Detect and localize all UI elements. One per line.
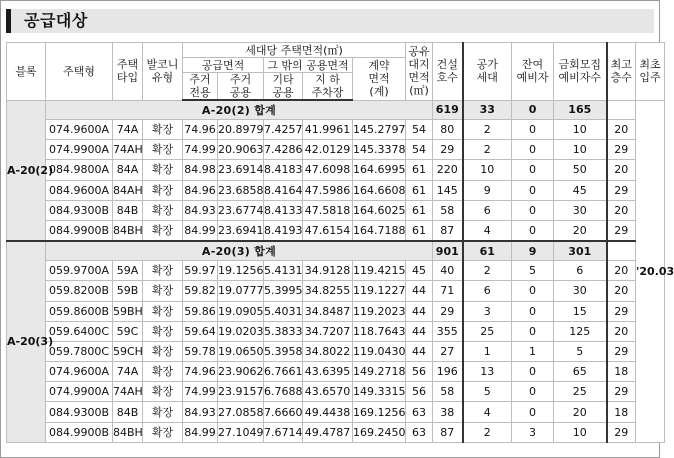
row-balcony: 확장 xyxy=(143,301,183,321)
row-housing-code: 74AH xyxy=(113,382,143,402)
subtotal-remaining-reserve: 9 xyxy=(512,241,554,261)
row-housing-code: 84BH xyxy=(113,220,143,241)
row-exclusive-area: 84.93 xyxy=(183,200,218,220)
row-parking-area: 34.7207 xyxy=(303,321,353,341)
row-remaining-reserve: 0 xyxy=(512,321,554,341)
row-residential-common: 19.0905 xyxy=(218,301,264,321)
row-other-common: 5.3958 xyxy=(264,341,303,361)
move-in-date: '20.03 xyxy=(636,100,665,442)
row-housing-code: 84B xyxy=(113,200,143,220)
row-other-common: 6.7688 xyxy=(264,382,303,402)
row-exclusive-area: 59.82 xyxy=(183,281,218,301)
supply-table xyxy=(6,42,674,443)
row-top-floor: 20 xyxy=(607,321,636,341)
row-housing-code: 59C xyxy=(113,321,143,341)
row-remaining-reserve: 0 xyxy=(512,382,554,402)
row-housing-type: 084.9800A xyxy=(46,160,113,180)
row-parking-area: 49.4438 xyxy=(303,402,353,422)
row-contract-area: 119.2023 xyxy=(353,301,406,321)
row-housing-code: 84B xyxy=(113,402,143,422)
row-remaining-reserve: 0 xyxy=(512,281,554,301)
row-built-units: 40 xyxy=(433,261,463,281)
row-top-floor: 29 xyxy=(607,341,636,361)
row-exclusive-area: 84.96 xyxy=(183,180,218,200)
row-recruit-reserve: 30 xyxy=(554,281,607,301)
row-public-units: 2 xyxy=(463,120,512,140)
row-residential-common: 20.9063 xyxy=(218,140,264,160)
row-land-share: 54 xyxy=(406,120,433,140)
row-parking-area: 49.4787 xyxy=(303,422,353,442)
row-residential-common: 19.0650 xyxy=(218,341,264,361)
row-housing-type: 059.9700A xyxy=(46,261,113,281)
table-row xyxy=(7,341,665,361)
row-public-units: 5 xyxy=(463,382,512,402)
row-public-units: 4 xyxy=(463,220,512,241)
row-housing-type: 074.9900A xyxy=(46,140,113,160)
row-parking-area: 34.8255 xyxy=(303,281,353,301)
row-top-floor: 29 xyxy=(607,422,636,442)
row-top-floor: 18 xyxy=(607,362,636,382)
table-row xyxy=(7,382,665,402)
header-land-share: 공유 대지 면적 (㎡) xyxy=(406,43,433,101)
row-exclusive-area: 84.99 xyxy=(183,422,218,442)
row-land-share: 44 xyxy=(406,341,433,361)
row-residential-common: 27.1049 xyxy=(218,422,264,442)
row-contract-area: 164.7188 xyxy=(353,220,406,241)
row-other-common: 5.3833 xyxy=(264,321,303,341)
row-residential-common: 27.0858 xyxy=(218,402,264,422)
row-residential-common: 23.6914 xyxy=(218,160,264,180)
row-other-common: 8.4164 xyxy=(264,180,303,200)
row-public-units: 6 xyxy=(463,200,512,220)
row-land-share: 44 xyxy=(406,301,433,321)
row-balcony: 확장 xyxy=(143,140,183,160)
subtotal-recruit-reserve: 165 xyxy=(554,100,607,120)
row-land-share: 61 xyxy=(406,160,433,180)
row-land-share: 44 xyxy=(406,321,433,341)
row-contract-area: 118.7643 xyxy=(353,321,406,341)
section-title-bar xyxy=(6,9,654,33)
row-parking-area: 41.9961 xyxy=(303,120,353,140)
row-parking-area: 34.9128 xyxy=(303,261,353,281)
row-public-units: 9 xyxy=(463,180,512,200)
subtotal-recruit-reserve: 301 xyxy=(554,241,607,261)
table-row xyxy=(7,160,665,180)
row-housing-type: 084.9900B xyxy=(46,220,113,241)
row-public-units: 25 xyxy=(463,321,512,341)
row-exclusive-area: 74.99 xyxy=(183,382,218,402)
row-contract-area: 145.3378 xyxy=(353,140,406,160)
row-public-units: 13 xyxy=(463,362,512,382)
row-balcony: 확장 xyxy=(143,120,183,140)
subtotal-built-units: 901 xyxy=(433,241,463,261)
row-housing-code: 59B xyxy=(113,281,143,301)
row-balcony: 확장 xyxy=(143,261,183,281)
row-residential-common: 23.6774 xyxy=(218,200,264,220)
header-top-floor: 최고 층수 xyxy=(607,43,636,101)
row-housing-code: 74A xyxy=(113,120,143,140)
subtotal-row xyxy=(7,100,665,120)
row-built-units: 71 xyxy=(433,281,463,301)
row-residential-common: 23.9062 xyxy=(218,362,264,382)
row-remaining-reserve: 5 xyxy=(512,261,554,281)
block-name: A-20(2) xyxy=(7,100,46,241)
row-housing-code: 59BH xyxy=(113,301,143,321)
row-top-floor: 29 xyxy=(607,382,636,402)
subtotal-remaining-reserve: 0 xyxy=(512,100,554,120)
table-row xyxy=(7,321,665,341)
header-move-in: 최초 입주 xyxy=(636,43,665,101)
row-contract-area: 149.2718 xyxy=(353,362,406,382)
row-top-floor: 29 xyxy=(607,220,636,241)
row-housing-type: 074.9900A xyxy=(46,382,113,402)
row-housing-code: 59CH xyxy=(113,341,143,361)
header-other-common-area: 그 밖의 공용면적 xyxy=(264,58,353,73)
row-contract-area: 119.4215 xyxy=(353,261,406,281)
row-housing-type: 059.8600B xyxy=(46,301,113,321)
row-housing-type: 084.9300B xyxy=(46,402,113,422)
row-remaining-reserve: 0 xyxy=(512,180,554,200)
row-built-units: 145 xyxy=(433,180,463,200)
row-built-units: 196 xyxy=(433,362,463,382)
row-land-share: 61 xyxy=(406,180,433,200)
row-top-floor: 29 xyxy=(607,301,636,321)
row-contract-area: 164.6995 xyxy=(353,160,406,180)
row-remaining-reserve: 0 xyxy=(512,301,554,321)
header-housing-type: 주택형 xyxy=(46,43,113,101)
row-public-units: 2 xyxy=(463,140,512,160)
row-top-floor: 20 xyxy=(607,200,636,220)
subtotal-floor-empty xyxy=(607,100,636,120)
table-row xyxy=(7,180,665,200)
table-row xyxy=(7,200,665,220)
row-residential-common: 23.6941 xyxy=(218,220,264,241)
row-balcony: 확장 xyxy=(143,382,183,402)
row-parking-area: 34.8487 xyxy=(303,301,353,321)
row-contract-area: 119.1227 xyxy=(353,281,406,301)
row-parking-area: 43.6570 xyxy=(303,382,353,402)
row-built-units: 29 xyxy=(433,301,463,321)
row-land-share: 56 xyxy=(406,362,433,382)
row-other-common: 7.6660 xyxy=(264,402,303,422)
row-remaining-reserve: 0 xyxy=(512,120,554,140)
row-recruit-reserve: 10 xyxy=(554,120,607,140)
row-public-units: 2 xyxy=(463,422,512,442)
header-block: 블록 xyxy=(7,43,46,101)
table-body xyxy=(7,100,674,442)
row-remaining-reserve: 0 xyxy=(512,140,554,160)
row-top-floor: 20 xyxy=(607,261,636,281)
row-recruit-reserve: 65 xyxy=(554,362,607,382)
row-exclusive-area: 84.98 xyxy=(183,160,218,180)
row-remaining-reserve: 0 xyxy=(512,220,554,241)
subtotal-built-units: 619 xyxy=(433,100,463,120)
row-parking-area: 43.6395 xyxy=(303,362,353,382)
row-residential-common: 20.8979 xyxy=(218,120,264,140)
row-parking-area: 47.6098 xyxy=(303,160,353,180)
row-balcony: 확장 xyxy=(143,220,183,241)
row-remaining-reserve: 0 xyxy=(512,402,554,422)
row-exclusive-area: 74.99 xyxy=(183,140,218,160)
row-remaining-reserve: 3 xyxy=(512,422,554,442)
row-public-units: 10 xyxy=(463,160,512,180)
header-recruit-reserve: 금회모집 예비자수 xyxy=(554,43,607,101)
row-other-common: 7.4286 xyxy=(264,140,303,160)
row-recruit-reserve: 5 xyxy=(554,341,607,361)
table-row xyxy=(7,140,665,160)
row-residential-common: 23.6858 xyxy=(218,180,264,200)
row-built-units: 87 xyxy=(433,422,463,442)
row-land-share: 61 xyxy=(406,200,433,220)
row-other-common: 8.4193 xyxy=(264,220,303,241)
row-land-share: 56 xyxy=(406,382,433,402)
row-balcony: 확장 xyxy=(143,422,183,442)
row-other-common: 6.7661 xyxy=(264,362,303,382)
header-remaining-reserve: 잔여 예비자 xyxy=(512,43,554,101)
header-area-group: 세대당 주택면적(㎡) xyxy=(183,43,406,58)
table-header xyxy=(7,43,665,101)
row-housing-type: 059.6400C xyxy=(46,321,113,341)
table-row xyxy=(7,402,665,422)
header-contract-area: 계약 면적 (계) xyxy=(353,58,406,101)
row-exclusive-area: 74.96 xyxy=(183,120,218,140)
row-top-floor: 20 xyxy=(607,281,636,301)
subtotal-public-units: 33 xyxy=(463,100,512,120)
row-built-units: 58 xyxy=(433,382,463,402)
row-residential-common: 19.1256 xyxy=(218,261,264,281)
row-recruit-reserve: 20 xyxy=(554,402,607,422)
row-housing-code: 74A xyxy=(113,362,143,382)
subtotal-floor-empty xyxy=(607,241,636,261)
section-title: 공급대상 xyxy=(24,11,88,30)
header-parking: 지 하 주차장 xyxy=(303,73,353,101)
title-accent-bar xyxy=(6,9,11,33)
row-recruit-reserve: 10 xyxy=(554,140,607,160)
table-row xyxy=(7,301,665,321)
row-other-common: 8.4133 xyxy=(264,200,303,220)
row-public-units: 4 xyxy=(463,402,512,422)
row-top-floor: 29 xyxy=(607,140,636,160)
row-housing-code: 74AH xyxy=(113,140,143,160)
row-public-units: 3 xyxy=(463,301,512,321)
row-housing-type: 074.9600A xyxy=(46,120,113,140)
row-parking-area: 47.5986 xyxy=(303,180,353,200)
row-land-share: 45 xyxy=(406,261,433,281)
row-exclusive-area: 59.64 xyxy=(183,321,218,341)
row-exclusive-area: 59.86 xyxy=(183,301,218,321)
row-contract-area: 169.2450 xyxy=(353,422,406,442)
row-other-common: 7.4257 xyxy=(264,120,303,140)
row-parking-area: 42.0129 xyxy=(303,140,353,160)
table-row xyxy=(7,422,665,442)
row-recruit-reserve: 30 xyxy=(554,200,607,220)
row-housing-code: 84A xyxy=(113,160,143,180)
header-built-units: 건설 호수 xyxy=(433,43,463,101)
row-built-units: 80 xyxy=(433,120,463,140)
row-housing-type: 084.9900B xyxy=(46,422,113,442)
table-row xyxy=(7,120,665,140)
row-other-common: 8.4183 xyxy=(264,160,303,180)
row-recruit-reserve: 25 xyxy=(554,382,607,402)
row-contract-area: 164.6025 xyxy=(353,200,406,220)
row-recruit-reserve: 45 xyxy=(554,180,607,200)
table-row xyxy=(7,220,665,241)
row-built-units: 355 xyxy=(433,321,463,341)
row-housing-code: 59A xyxy=(113,261,143,281)
row-public-units: 2 xyxy=(463,261,512,281)
row-recruit-reserve: 20 xyxy=(554,220,607,241)
header-balcony: 발코니 유형 xyxy=(143,43,183,101)
row-land-share: 61 xyxy=(406,220,433,241)
row-built-units: 38 xyxy=(433,402,463,422)
row-balcony: 확장 xyxy=(143,402,183,422)
row-remaining-reserve: 0 xyxy=(512,362,554,382)
row-remaining-reserve: 0 xyxy=(512,200,554,220)
row-built-units: 87 xyxy=(433,220,463,241)
row-residential-common: 19.0203 xyxy=(218,321,264,341)
header-housing-code: 주택 타입 xyxy=(113,43,143,101)
row-exclusive-area: 59.78 xyxy=(183,341,218,361)
row-top-floor: 20 xyxy=(607,120,636,140)
row-other-common: 7.6714 xyxy=(264,422,303,442)
header-public-units: 공가 세대 xyxy=(463,43,512,101)
row-remaining-reserve: 0 xyxy=(512,160,554,180)
row-parking-area: 34.8022 xyxy=(303,341,353,361)
subtotal-label: A-20(2) 합계 xyxy=(46,100,433,120)
block-name: A-20(3) xyxy=(7,241,46,442)
row-exclusive-area: 59.97 xyxy=(183,261,218,281)
row-housing-type: 059.7800C xyxy=(46,341,113,361)
row-housing-type: 084.9300B xyxy=(46,200,113,220)
row-exclusive-area: 84.99 xyxy=(183,220,218,241)
row-contract-area: 145.2797 xyxy=(353,120,406,140)
row-recruit-reserve: 15 xyxy=(554,301,607,321)
row-built-units: 29 xyxy=(433,140,463,160)
row-land-share: 44 xyxy=(406,281,433,301)
row-residential-common: 19.0777 xyxy=(218,281,264,301)
row-contract-area: 149.3315 xyxy=(353,382,406,402)
row-balcony: 확장 xyxy=(143,200,183,220)
row-land-share: 54 xyxy=(406,140,433,160)
row-top-floor: 18 xyxy=(607,402,636,422)
row-balcony: 확장 xyxy=(143,281,183,301)
row-other-common: 5.3995 xyxy=(264,281,303,301)
row-contract-area: 119.0430 xyxy=(353,341,406,361)
subtotal-label: A-20(3) 합계 xyxy=(46,241,433,261)
row-housing-code: 84BH xyxy=(113,422,143,442)
row-contract-area: 169.1256 xyxy=(353,402,406,422)
row-housing-type: 074.9600A xyxy=(46,362,113,382)
row-balcony: 확장 xyxy=(143,321,183,341)
row-balcony: 확장 xyxy=(143,180,183,200)
row-parking-area: 47.5818 xyxy=(303,200,353,220)
row-housing-type: 084.9600A xyxy=(46,180,113,200)
row-public-units: 6 xyxy=(463,281,512,301)
row-recruit-reserve: 50 xyxy=(554,160,607,180)
row-housing-code: 84AH xyxy=(113,180,143,200)
subtotal-row xyxy=(7,241,665,261)
header-supply-area: 공급면적 xyxy=(183,58,264,73)
row-recruit-reserve: 10 xyxy=(554,422,607,442)
row-public-units: 1 xyxy=(463,341,512,361)
row-built-units: 58 xyxy=(433,200,463,220)
table-row xyxy=(7,362,665,382)
row-recruit-reserve: 125 xyxy=(554,321,607,341)
row-balcony: 확장 xyxy=(143,160,183,180)
row-other-common: 5.4031 xyxy=(264,301,303,321)
row-land-share: 63 xyxy=(406,402,433,422)
row-recruit-reserve: 6 xyxy=(554,261,607,281)
table-row xyxy=(7,281,665,301)
row-built-units: 27 xyxy=(433,341,463,361)
row-contract-area: 164.6608 xyxy=(353,180,406,200)
table-row xyxy=(7,261,665,281)
header-other-common: 기타 공용 xyxy=(264,73,303,101)
row-exclusive-area: 84.93 xyxy=(183,402,218,422)
header-residential-common: 주거 공용 xyxy=(218,73,264,101)
row-balcony: 확장 xyxy=(143,362,183,382)
subtotal-public-units: 61 xyxy=(463,241,512,261)
row-residential-common: 23.9157 xyxy=(218,382,264,402)
row-built-units: 220 xyxy=(433,160,463,180)
row-housing-type: 059.8200B xyxy=(46,281,113,301)
row-top-floor: 29 xyxy=(607,180,636,200)
row-top-floor: 20 xyxy=(607,160,636,180)
row-other-common: 5.4131 xyxy=(264,261,303,281)
row-remaining-reserve: 1 xyxy=(512,341,554,361)
row-exclusive-area: 74.96 xyxy=(183,362,218,382)
header-exclusive: 주거 전용 xyxy=(183,73,218,101)
row-balcony: 확장 xyxy=(143,341,183,361)
row-parking-area: 47.6154 xyxy=(303,220,353,241)
row-land-share: 63 xyxy=(406,422,433,442)
